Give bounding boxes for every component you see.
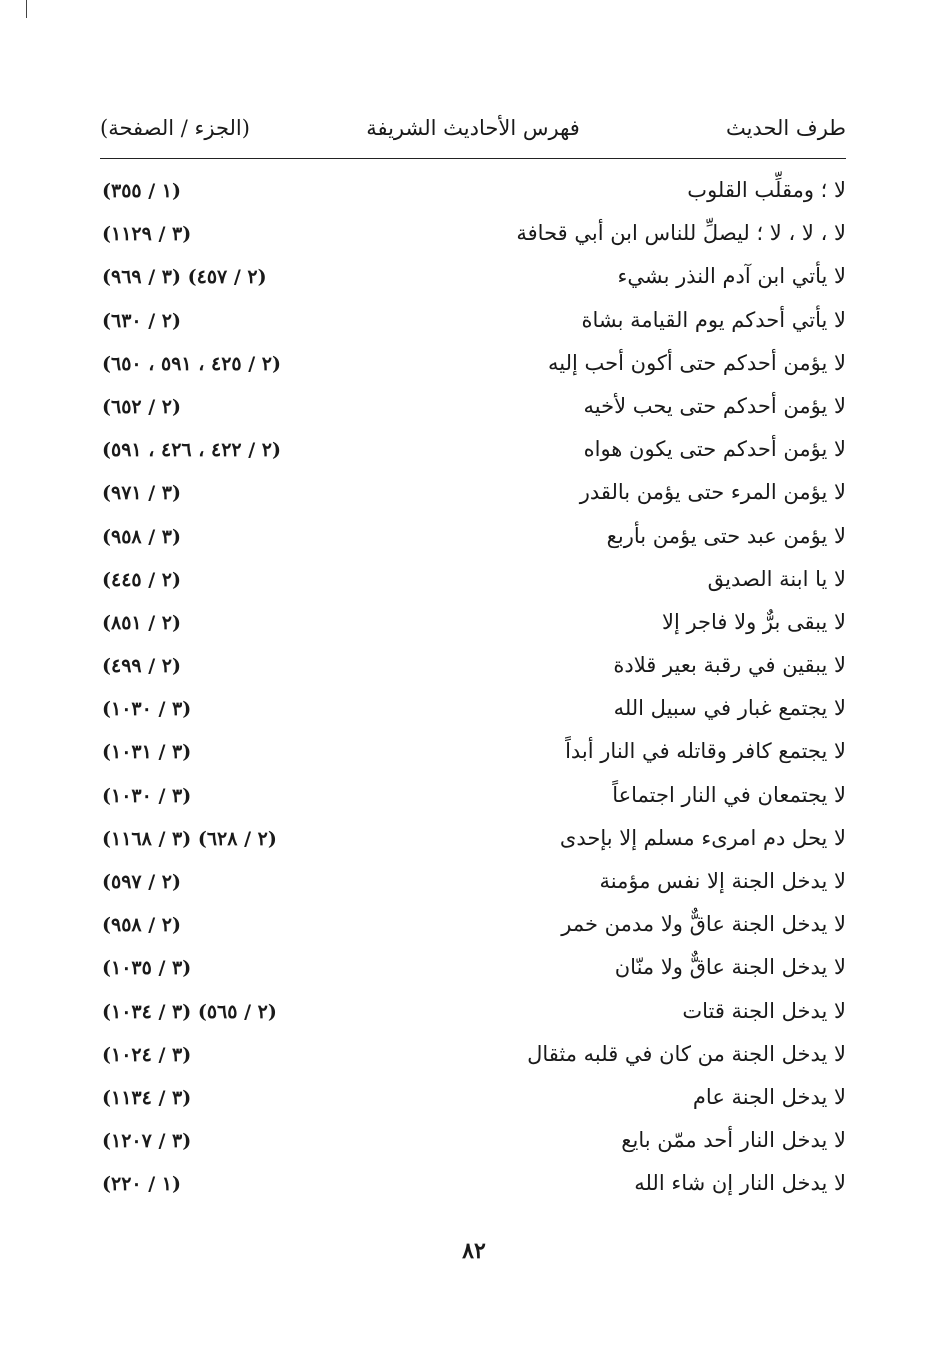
index-row: [100, 1126, 846, 1169]
index-row: [100, 306, 846, 349]
hadith-text: لا ، لا ، لا ؛ ليصلِّ للناس ابن أبي قحافة: [516, 221, 846, 246]
header-rule: [100, 158, 846, 159]
volume-page-reference: (٢ / ٦٥٢): [102, 395, 182, 418]
volume-page-reference: (٢ / ٨٥١): [102, 611, 182, 634]
hadith-text: لا يدخل النار أحد ممّن بايع: [621, 1128, 846, 1153]
index-row: [100, 435, 846, 478]
volume-page-reference: (٢ / ٥٦٥) (٣ / ١٠٣٤): [102, 1000, 277, 1023]
index-row: [100, 176, 846, 219]
index-row: [100, 522, 846, 565]
index-row: [100, 694, 846, 737]
index-row: [100, 608, 846, 651]
volume-page-reference: (٣ / ٩٧١): [102, 482, 182, 505]
hadith-text: لا يؤمن عبد حتى يؤمن بأربع: [606, 523, 846, 548]
hadith-text: لا يدخل الجنة عام: [692, 1084, 846, 1109]
index-row: [100, 478, 846, 521]
index-row: [100, 1169, 846, 1212]
hadith-text: لا يؤمن أحدكم حتى يحب لأخيه: [583, 393, 846, 418]
hadith-text: لا ؛ ومقلِّب القلوب: [687, 178, 846, 202]
volume-page-reference: (٣ / ١٢٠٧): [102, 1130, 192, 1153]
hadith-text: لا يا ابنة الصديق: [707, 566, 846, 591]
hadith-text: لا يجتمعان في النار اجتماعاً: [612, 782, 846, 807]
index-row: [100, 953, 846, 996]
index-row: [100, 392, 846, 435]
hadith-text: لا يحل دم امرىء مسلم إلا بإحدى: [559, 825, 846, 850]
volume-page-reference: (٣ / ١٠٣٥): [102, 957, 192, 980]
hadith-text: لا يجتمع كافر وقاتله في النار أبداً: [565, 739, 846, 764]
hadith-text: لا يبقين في رقبة بعير قلادة: [613, 653, 846, 678]
hadith-text: لا يدخل الجنة عاقٌّ ولا منّان: [614, 955, 846, 980]
volume-page-reference: (٢ / ٥٩٧): [102, 871, 182, 893]
hadith-text: لا يأتي ابن آدم النذر بشيء: [617, 264, 846, 289]
hadith-text: لا يدخل الجنة عاقٌّ ولا مدمن خمر: [561, 912, 846, 937]
header-title: فهرس الأحاديث الشريفة: [366, 116, 580, 140]
hadith-text: لا يبقى برٌّ ولا فاجر إلا: [661, 609, 846, 634]
header-column-hadith: طرف الحديث: [725, 116, 846, 140]
hadith-text: لا يدخل الجنة إلا نفس مؤمنة: [599, 869, 846, 893]
page-number: ٨٢: [462, 1238, 486, 1264]
index-row: [100, 565, 846, 608]
volume-page-reference: (٢ / ٤٢٢ ، ٤٢٦ ، ٥٩١): [102, 439, 282, 462]
index-row: [100, 349, 846, 392]
hadith-text: لا يؤمن المرء حتى يؤمن بالقدر: [579, 480, 846, 505]
index-row: [100, 651, 846, 694]
hadith-text: لا يؤمن أحدكم حتى أكون أحب إليه: [548, 350, 846, 375]
index-row: [100, 910, 846, 953]
volume-page-reference: (٣ / ١٠٣١): [102, 741, 192, 764]
volume-page-reference: (٢ / ٤٥٧) (٣ / ٩٦٩): [102, 266, 267, 289]
index-row: [100, 262, 846, 305]
volume-page-reference: (١ / ٢٢٠): [102, 1173, 182, 1196]
volume-page-reference: (٣ / ٩٥٨): [102, 525, 182, 548]
index-row: [100, 824, 846, 867]
volume-page-reference: (٢ / ٦٢٨) (٣ / ١١٦٨): [102, 827, 277, 850]
index-row: [100, 737, 846, 780]
index-entries: [100, 176, 846, 1213]
volume-page-reference: (٣ / ١١٢٩): [102, 223, 192, 246]
index-row: [100, 867, 846, 910]
index-row: [100, 997, 846, 1040]
volume-page-reference: (١ / ٣٥٥): [102, 180, 182, 202]
margin-mark: [26, 0, 27, 18]
header-column-reference: (الجزء / الصفحة): [100, 116, 250, 140]
hadith-text: لا يدخل الجنة من كان في قلبه مثقال: [527, 1041, 846, 1066]
index-row: [100, 1040, 846, 1083]
volume-page-reference: (٢ / ٩٥٨): [102, 914, 182, 937]
volume-page-reference: (٣ / ١٠٣٠): [102, 784, 192, 807]
hadith-text: لا يأتي أحدكم يوم القيامة بشاة: [581, 307, 846, 332]
page-header: [100, 116, 846, 150]
index-row: [100, 1083, 846, 1126]
index-row: [100, 219, 846, 262]
volume-page-reference: (٣ / ١١٣٤): [102, 1086, 192, 1109]
hadith-text: لا يدخل الجنة قتات: [682, 998, 846, 1023]
volume-page-reference: (٣ / ١٠٢٤): [102, 1043, 192, 1066]
index-row: [100, 781, 846, 824]
hadith-text: لا يجتمع غبار في سبيل الله: [613, 696, 846, 721]
volume-page-reference: (٢ / ٤٩٩): [102, 655, 182, 678]
hadith-text: لا يؤمن أحدكم حتى يكون هواه: [583, 437, 846, 462]
volume-page-reference: (٢ / ٤٢٥ ، ٥٩١ ، ٦٥٠): [102, 352, 282, 375]
volume-page-reference: (٢ / ٦٣٠): [102, 309, 182, 332]
volume-page-reference: (٣ / ١٠٣٠): [102, 698, 192, 721]
volume-page-reference: (٢ / ٤٤٥): [102, 568, 182, 591]
hadith-text: لا يدخل النار إن شاء الله: [634, 1171, 846, 1196]
